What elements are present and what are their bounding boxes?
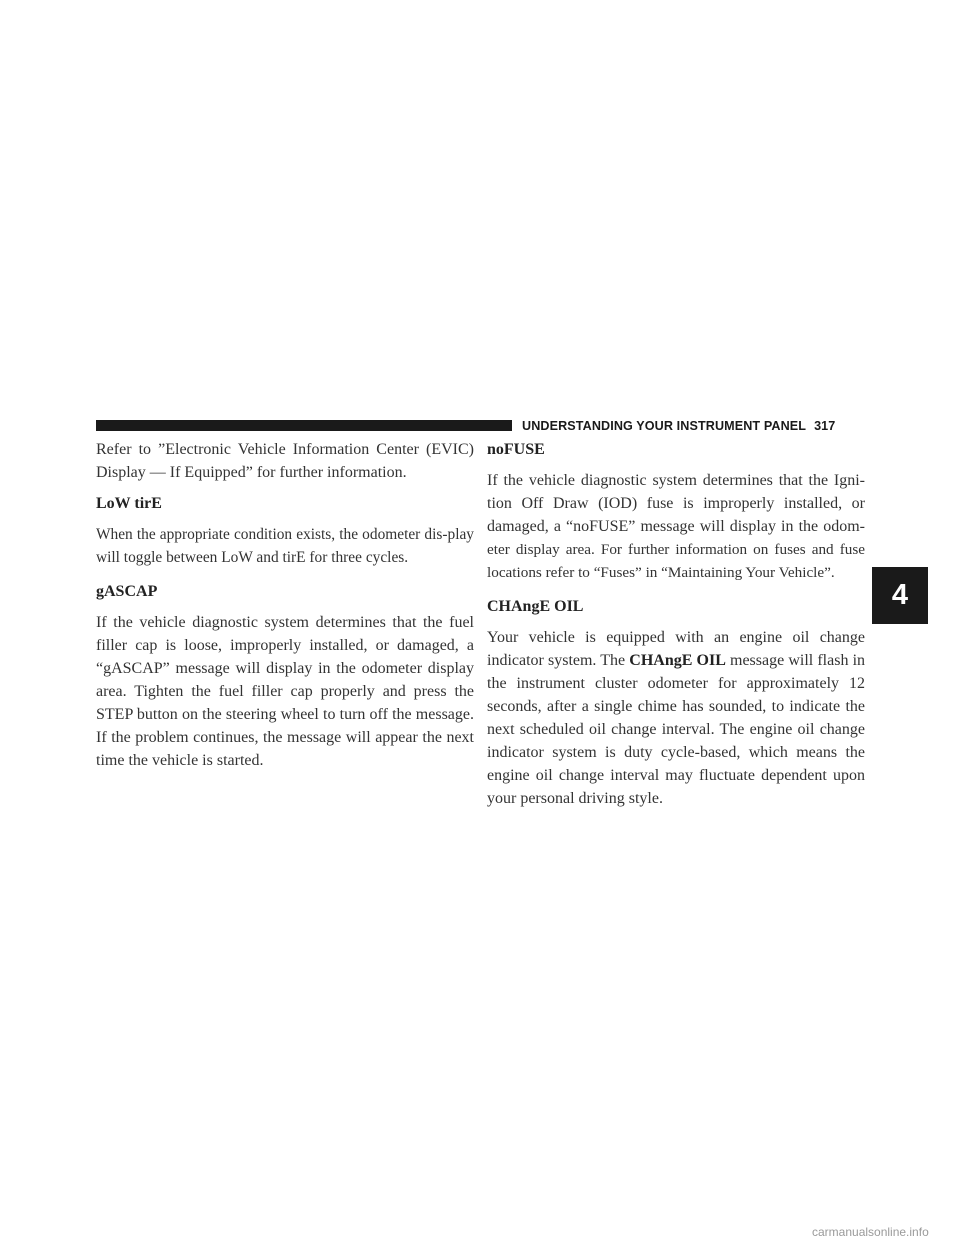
chapter-number: 4 bbox=[891, 579, 909, 611]
change-oil-heading: CHAngE OIL bbox=[487, 598, 584, 615]
left-column bbox=[96, 438, 474, 772]
gascap-paragraph: If the vehicle diagnostic system determines that the fuel filler cap is loose, improperly installed, or damaged, a “gASCAP” message will display in the odometer display area. Tighten the fuel filler cap properly and press the STEP button on the steering wheel to turn off the message. If the problem continues, the message will appear the next time the vehicle is started. bbox=[96, 614, 474, 769]
change-oil-text-b: message will flash in the instrument cluster odometer for approximately 12 seconds, after a single chime has sounded, to indicate the next scheduled oil change interval. The engine oil change indicator system is duty cycle-based, which means the engine oil change interval may fluctuate dependent upon your personal driving style. bbox=[487, 652, 866, 807]
intro-paragraph: Refer to ”Electronic Vehicle Information Center (EVIC) Display — If Equipped” for further information. bbox=[96, 441, 474, 481]
change-oil-paragraph bbox=[487, 626, 865, 810]
nofuse-text-b: eter display area. For further information on fuses and fuse locations refer to “Fuses” in “Maintaining Your Vehicle”. bbox=[487, 541, 865, 581]
change-oil-inline-bold: CHAngE OIL bbox=[629, 652, 726, 669]
section-title: UNDERSTANDING YOUR INSTRUMENT PANEL bbox=[522, 419, 807, 433]
change-oil-text-a: Your vehicle is equipped with an engine oil change indicator system. The bbox=[487, 629, 865, 669]
nofuse-text-a: If the vehicle diagnostic system determines that the Igni-tion Off Draw (IOD) fuse is improperly installed, or damaged, a “noFUSE” message will display in the odom- bbox=[487, 472, 865, 535]
nofuse-paragraph bbox=[487, 469, 865, 584]
running-header bbox=[522, 419, 864, 434]
nofuse-heading: noFUSE bbox=[487, 441, 545, 458]
gascap-heading: gASCAP bbox=[96, 583, 158, 600]
low-tire-paragraph: When the appropriate condition exists, the odometer dis-play will toggle between LoW and tirE for three cycles. bbox=[96, 526, 474, 566]
chapter-tab bbox=[872, 567, 928, 624]
low-tire-heading: LoW tirE bbox=[96, 495, 162, 512]
watermark: carmanualsonline.info bbox=[812, 1225, 929, 1239]
right-column bbox=[487, 438, 865, 810]
page-number: 317 bbox=[814, 419, 836, 433]
header-rule bbox=[96, 420, 512, 431]
